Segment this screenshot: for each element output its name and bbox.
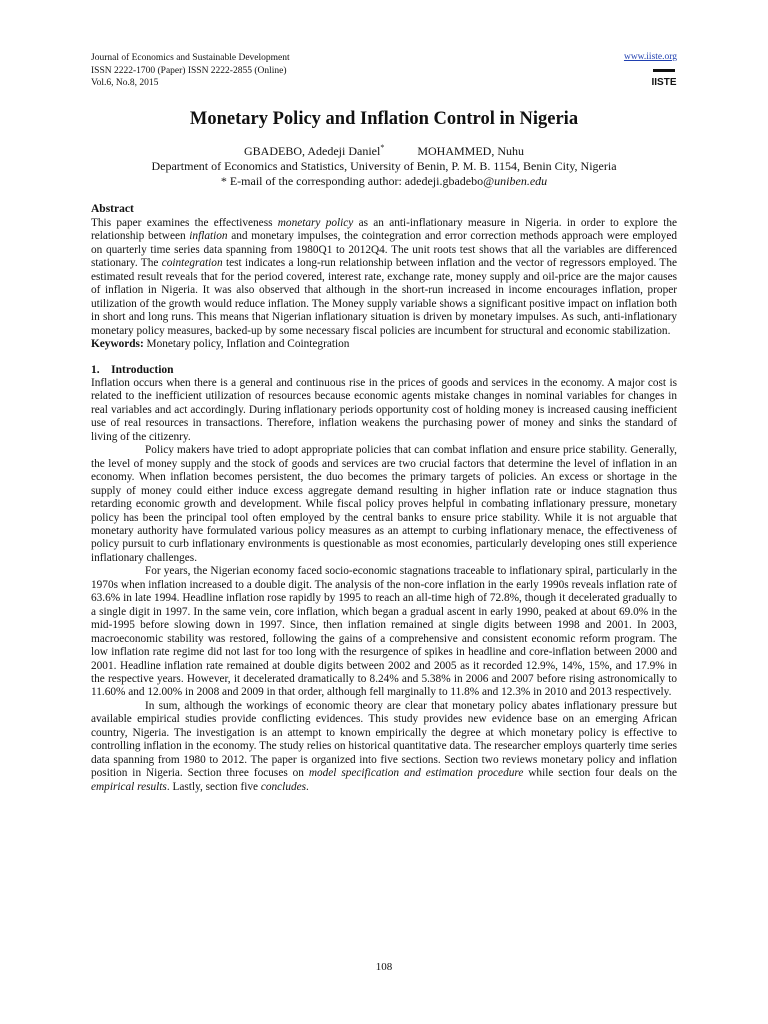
article-title: Monetary Policy and Inflation Control in Nigeria (189, 109, 579, 129)
article-body (91, 108, 677, 794)
author-line (91, 140, 677, 159)
corresponding-mark: * (380, 143, 385, 152)
introduction-heading: 1. Introduction (91, 363, 174, 376)
journal-url-link[interactable]: www.iiste.org (623, 52, 677, 62)
intro-paragraph-4: In sum, although the workings of economic theory are clear that monetary policy abates inflationary pressure but available empirical studies provide conflicting evidences. This study provides new evidence base on an emerging African country, Nigeria. The investigation is an attempt to known empirically the degree at which monetary policy is effective to controlling inflation in the economy. The study relies on historical quantitative data. The researcher employs quarterly time series data spanning from 1980 to 2012. The paper is organized into five sections. Section two reviews monetary policy and inflation position in Nigeria. Section three focuses on model specification and estimation procedure while section four deals on the empirical results. Lastly, section five concludes. (91, 699, 677, 793)
author-1: GBADEBO, Adedeji Daniel (244, 144, 381, 158)
intro-paragraph-3: For years, the Nigerian economy faced socio-economic stagnations traceable to inflationary spiral, particularly in the 1970s when inflation increased to a double digit. The analysis of the non-core inflation in the early 1990s reveals inflation rate of 63.6% in late 1994. Headline inflation rose rapidly by 1995 to reach an all-time high of 72.8%, though it decelerated gradually to a single digit in 1997. In the same vein, core inflation, which began a gradual ascent in early 1990, peaked at about 69.0% in the mid-1995 before slowing down in 1997. Since, then inflation remained at single digits between 1998 and 2001. In 2003, macroeconomic stability was restored, following the gains of a comprehensive and consistent economic reform program. The low inflation rate regime did not last for too long with the resurgence of spikes in headline and core-inflation between 2000 and 2001. Headline inflation rate remained at double digits between 2002 and 2005 as it recorded 12.9%, 14%, 15%, and 17.9% in the respective years. However, it decelerated dramatically to 8.24% and 5.38% in 2006 and 2007 before rising astronomically to 11.60% and 12.00% in 2008 and 2009 in that order, although fell marginally to 11.8% and 12.3% in 2010 and 2013 respectively. (91, 565, 677, 699)
intro-paragraph-2: Policy makers have tried to adopt appropriate policies that can combat inflation and ensure price stability. Generally, the level of money supply and the stock of goods and services are two crucial factors that determine the level of inflation in an economy. When inflation becomes persistent, the duo becomes the primary targets of policies. An excess or shortage in the supply of money could either induce excess aggregate demand resulting in higher inflation rate or induce stagnation thus retarding economic growth and development. While fiscal policy proves helpful in combating inflationary pressure, monetary policy has been the principal tool often employed by the central banks to ensure price stability. While it is not arguable that monetary authority have formulated various policy measures as an attempt to curbing inflationary menace, the effectiveness of policy pursuit to curb inflationary environments is questionable as most economies, particularly developing ones still experience inflationary challenges. (91, 444, 677, 564)
journal-volume: Vol.6, No.8, 2015 (91, 78, 159, 88)
iiste-logo (651, 65, 677, 91)
abstract-heading: Abstract (91, 203, 134, 215)
abstract-text: This paper examines the effectiveness monetary policy as an anti-inflationary measure in Nigeria. in order to explore the relationship between inflation and monetary impulses, the cointegration and error correction methods approach were employed on quarterly time series data spanning from 1980Q1 to 2012Q4. The unit roots test shows that all the variables are differenced stationary. The cointegration test indicates a long-run relationship between inflation and the vector of regressors employed. The estimated result reveals that for the period covered, interest rate, exchange rate, money supply and oil-price are the major causes of inflation in Nigeria. It was also observed that although in the short-run increased in income encourages inflation, proper utilization of the growth would reduce inflation. The Money supply variable shows a significant positive impact on inflation both in short and long runs. This means that Nigerian inflationary situation is driven by monetary impulses. As such, anti-inflationary monetary policy measures, backed-up by some necessary fiscal policies are incumbent for structural and economic stabilization. (91, 216, 678, 337)
svg-text:IISTE: IISTE (651, 77, 677, 88)
journal-header (91, 52, 677, 94)
intro-paragraph-1: Inflation occurs when there is a general and continuous rise in the prices of goods and services in the economy. A major cost is related to the inefficient utilization of resources because economic agents mistake changes in nominal variables for changes in real variables and act accordingly. During inflationary periods opportunity cost of holding money is increased causing inefficient use of real resources in transactions. Therefore, inflation weakens the purchasing power of money and sinks the standard of living of the citizenry. (91, 377, 677, 443)
author-2: MOHAMMED, Nuhu (417, 144, 524, 158)
journal-issn: ISSN 2222-1700 (Paper) ISSN 2222-2855 (Online) (91, 65, 287, 76)
keywords-line: Keywords: Monetary policy, Inflation and Cointegration (91, 338, 350, 350)
affiliation: Department of Economics and Statistics, University of Benin, P. M. B. 1154, Benin City, Nigeria (151, 159, 617, 173)
journal-name: Journal of Economics and Sustainable Development (91, 53, 290, 63)
keywords-label: Keywords: (91, 338, 144, 350)
page-number: 108 (375, 961, 393, 973)
corresponding-email: * E-mail of the corresponding author: adedeji.gbadebo@uniben.edu (220, 174, 548, 188)
